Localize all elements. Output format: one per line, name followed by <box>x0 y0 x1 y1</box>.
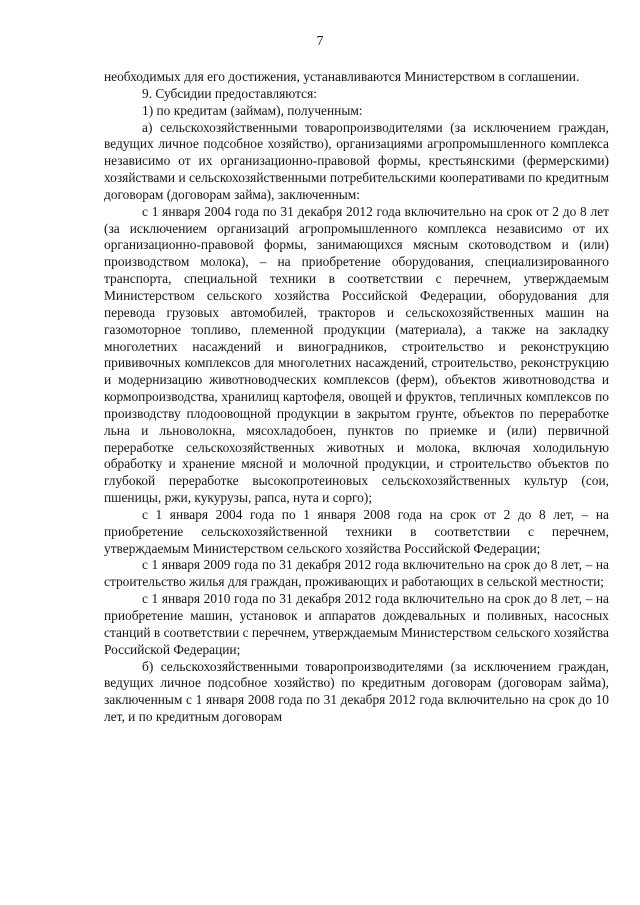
paragraph: с 1 января 2009 года по 31 декабря 2012 года включительно на срок до 8 лет, – на строительство жилья для граждан, проживающих и работающих в сельской местности; <box>104 557 609 590</box>
paragraph: с 1 января 2004 года по 31 декабря 2012 года включительно на срок от 2 до 8 лет (за исключением организаций агропромышленного комплекса независимо от их организационно-правовой формы, занимающихся мясным скотоводством и (или) производством молока), – на приобретение оборудования, специализированного транспорта, специальной техники в соответствии с перечнем, утверждаемым Министерством сельского хозяйства Российской Федерации, оборудования для перевода грузовых автомобилей, тракторов и сельскохозяйственных машин на газомоторное топливо, племенной продукции (материала), а также на закладку многолетних насаждений и виноградников, строительство и реконструкцию прививочных комплексов для многолетних насаждений, строительство, реконструкцию и модернизацию животноводческих комплексов (ферм), объектов животноводства и кормопроизводства, хранилищ картофеля, овощей и фруктов, тепличных комплексов по производству плодоовощной продукции в закрытом грунте, объектов по переработке льна и льноволокна, мясохладобоен, пунктов по приемке и (или) первичной переработке сельскохозяйственных животных и молока, включая холодильную обработку и хранение мясной и молочной продукции, и строительство объектов по глубокой переработке высокопротеиновых сельскохозяйственных культур (сои, пшеницы, ржи, кукурузы, рапса, нута и сорго); <box>104 203 609 506</box>
paragraph: б) сельскохозяйственными товаропроизводителями (за исключением граждан, ведущих личное подсобное хозяйство) по кредитным договорам (договорам займа), заключенным с 1 января 2008 года по 31 декабря 2012 года включительно на срок до 10 лет, и по кредитным договорам <box>104 658 609 725</box>
paragraph: необходимых для его достижения, устанавливаются Министерством в соглашении. <box>104 69 580 84</box>
paragraph: 1) по кредитам (займам), полученным: <box>142 102 363 118</box>
paragraph: с 1 января 2004 года по 1 января 2008 года на срок от 2 до 8 лет, – на приобретение сельскохозяйственной техники в соответствии с перечнем, утверждаемым Министерством сельского хозяйства Российской Федерации; <box>104 506 609 556</box>
document-body <box>104 69 609 726</box>
paragraph: с 1 января 2010 года по 31 декабря 2012 года включительно на срок до 8 лет, – на приобретение машин, установок и аппаратов дождевальных и поливных, насосных станций в соответствии с перечнем, утверждаемым Министерством сельского хозяйства Российской Федерации; <box>104 591 609 657</box>
page-number: 7 <box>316 33 324 48</box>
paragraph: 9. Субсидии предоставляются: <box>142 85 317 101</box>
paragraph: а) сельскохозяйственными товаропроизводителями (за исключением граждан, ведущих личное подсобное хозяйство), организациями агропромышленного комплекса независимо от их организационно-правовой формы, крестьянскими (фермерскими) хозяйствами и сельскохозяйственными потребительскими кооперативами по кредитным договорам (договорам займа), заключенным: <box>104 119 609 202</box>
